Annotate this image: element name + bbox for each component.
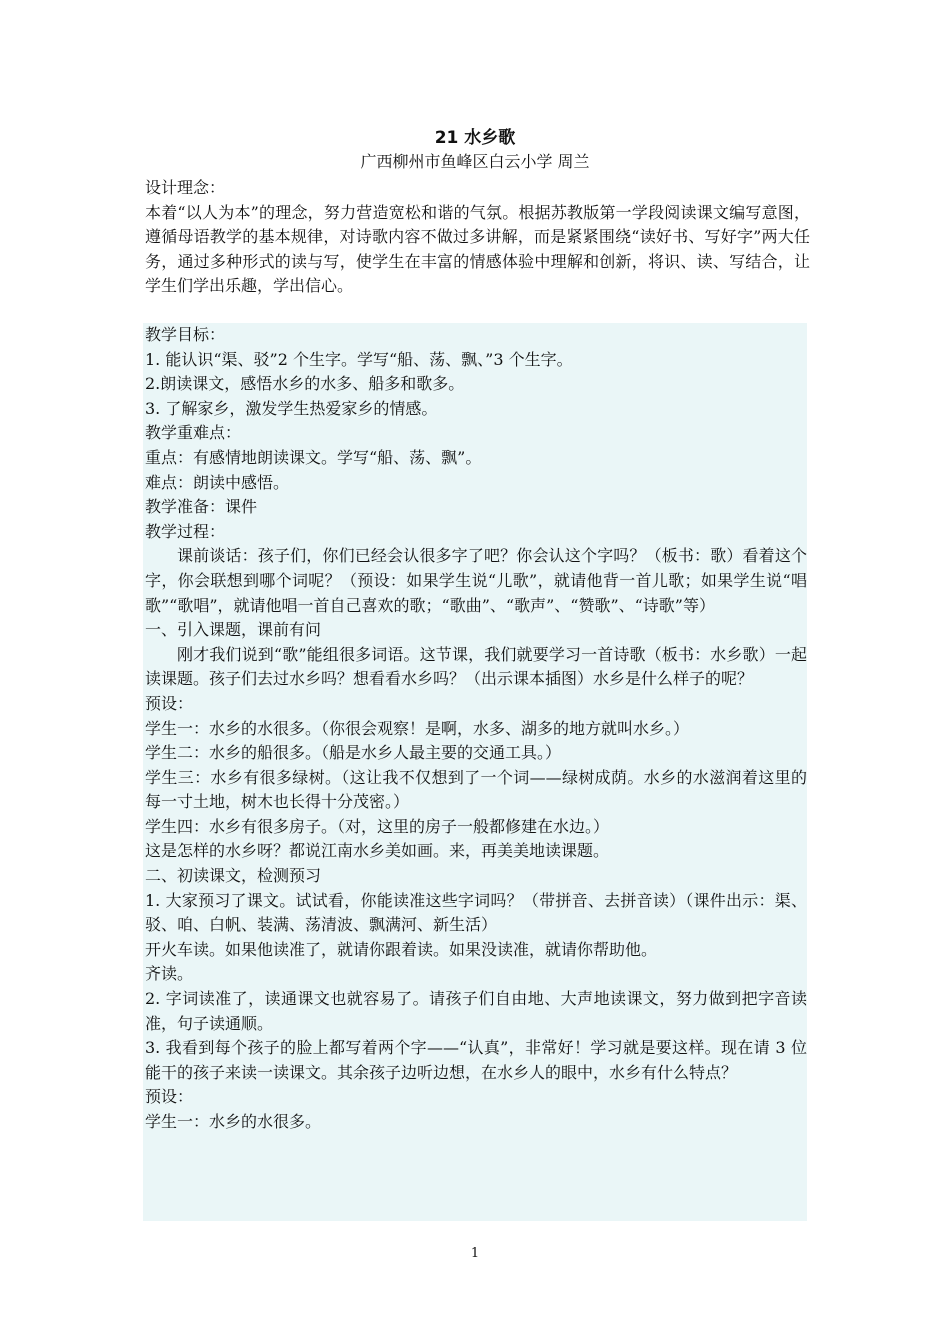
design-concept-section [145, 176, 810, 299]
page-number: 1 [470, 1246, 480, 1261]
step-text: 齐读。 [145, 964, 194, 984]
transition-line: 这是怎样的水乡呀？都说江南水乡美如画。来，再美美地读课题。 [145, 841, 610, 861]
process-heading: 教学过程： [145, 521, 226, 541]
section-heading: 二、初读课文，检测预习 [145, 866, 322, 886]
preset-label: 预设： [145, 693, 194, 713]
difficult-point: 难点：朗读中感悟。 [145, 472, 290, 492]
step-text: 开火车读。如果他读准了，就请你跟着读。如果没读准，就请你帮助他。 [145, 939, 658, 959]
student-answer: 学生四：水乡有很多房子。（对，这里的房子一般都修建在水边。） [145, 816, 610, 836]
student-answer: 学生一：水乡的水很多。 [145, 1112, 322, 1131]
author-line: 广西柳州市鱼峰区白云小学 周兰 [360, 152, 590, 171]
goal-item: 1. 能认识“渠、驳”2 个生字。学写“船、荡、飘、”3 个生字。 [145, 349, 573, 369]
preset-label: 预设： [145, 1087, 194, 1107]
key-point: 重点：有感情地朗读课文。学写“船、荡、飘”。 [145, 447, 482, 467]
step-item: 3. 我看到每个孩子的脸上都写着两个字——“认真”，非常好！学习就是要这样。现在请 3 位能干的孩子来读一读课文。其余孩子边听边想，在水乡人的眼中，水乡有什么特点？ [145, 1038, 807, 1082]
section-paragraph: 刚才我们说到“歌”能组很多词语。这节课，我们就要学习一首诗歌（板书：水乡歌）一起读课题。孩子们去过水乡吗？想看看水乡吗？（出示课本插图）水乡是什么样子的呢？ [145, 644, 807, 689]
step-item: 2. 字词读准了，读通课文也就容易了。请孩子们自由地、大声地读课文，努力做到把字音读准，句子读通顺。 [145, 989, 807, 1033]
student-answer: 学生二：水乡的船很多。（船是水乡人最主要的交通工具。） [145, 743, 562, 763]
student-answer: 学生一：水乡的水很多。（你很会观察！是啊，水多、湖多的地方就叫水乡。） [145, 718, 690, 738]
goal-item: 3. 了解家乡，激发学生热爱家乡的情感。 [145, 398, 438, 418]
section-heading: 一、引入课题，课前有问 [145, 620, 322, 640]
design-concept-heading: 设计理念： [145, 178, 226, 197]
step-item: 1. 大家预习了课文。试试看，你能读准这些字词吗？（带拼音、去拼音读）（课件出示：渠、驳、咱、白帆、装满、荡清波、飘满河、新生活） [145, 890, 807, 935]
design-concept-text: 本着“以人为本”的理念，努力营造宽松和谐的气氛。根据苏教版第一学段阅读课文编写意图，遵循母语教学的基本规律，对诗歌内容不做过多讲解，而是紧紧围绕“读好书、写好字”两大任务，通过多种形式的读与写，使学生在丰富的情感体验中理解和创新，将识、读、写结合，让学生们学出乐趣，学出信心。 [145, 202, 810, 295]
goals-heading: 教学目标： [145, 325, 226, 344]
pre-class-talk: 课前谈话：孩子们，你们已经会认很多字了吧？你会认这个字吗？（板书：歌）看着这个字，你会联想到哪个词呢？（预设：如果学生说“儿歌”，就请他背一首儿歌；如果学生说“唱歌”“歌唱”，就请他唱一首自己喜欢的歌；“歌曲”、“歌声”、“赞歌”、“诗歌”等） [145, 546, 807, 615]
preparation-line: 教学准备：课件 [145, 497, 258, 517]
student-answer: 学生三：水乡有很多绿树。（这让我不仅想到了一个词——绿树成荫。水乡的水滋润着这里的每一寸土地，树木也长得十分茂密。） [145, 767, 807, 812]
document-title: 21 水乡歌 [434, 128, 516, 148]
goal-item: 2.朗读课文，感悟水乡的水多、船多和歌多。 [145, 374, 465, 394]
lesson-plan-body [143, 323, 807, 1221]
key-points-heading: 教学重难点： [145, 423, 242, 443]
